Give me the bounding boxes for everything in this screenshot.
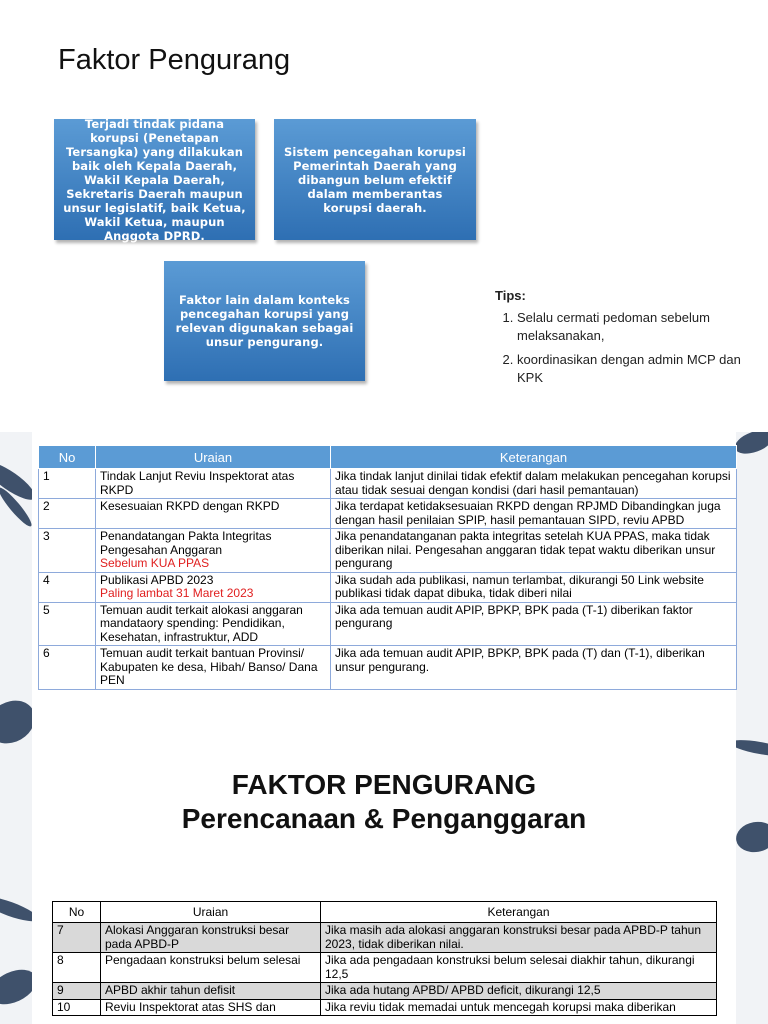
cell-keterangan: Jika ada temuan audit APIP, BPKP, BPK pada (T) dan (T-1), diberikan unsur pengurang. xyxy=(331,646,737,690)
cell-keterangan: Jika ada pengadaan konstruksi belum selesai diakhir tahun, dikurangi 12,5 xyxy=(321,953,717,983)
table-row xyxy=(39,646,737,690)
faktor-table-2 xyxy=(52,901,717,1016)
cell-no: 5 xyxy=(39,602,96,646)
uraian-text: Publikasi APBD 2023 xyxy=(100,572,214,587)
cell-keterangan: Jika masih ada alokasi anggaran konstruksi besar pada APBD-P tahun 2023, tidak diberikan nilai. xyxy=(321,923,717,953)
cell-uraian: Temuan audit terkait bantuan Provinsi/ Kabupaten ke desa, Hibah/ Banso/ Dana PEN xyxy=(96,646,331,690)
table-row xyxy=(39,499,737,529)
uraian-deadline: Sebelum KUA PPAS xyxy=(100,556,210,570)
tips-section xyxy=(495,288,750,393)
cell-uraian xyxy=(96,572,331,602)
cell-uraian: Reviu Inspektorat atas SHS dan xyxy=(101,999,321,1016)
cell-no: 2 xyxy=(39,499,96,529)
table-row xyxy=(53,953,717,983)
info-box-sistem: Sistem pencegahan korupsi Pemerintah Daerah yang dibangun belum efektif dalam memberantas korupsi daerah. xyxy=(274,119,476,240)
cell-uraian: Alokasi Anggaran konstruksi besar pada APBD-P xyxy=(101,923,321,953)
info-box-tersangka: Terjadi tindak pidana korupsi (Penetapan Tersangka) yang dilakukan baik oleh Kepala Daerah, Wakil Kepala Daerah, Sekretaris Daerah maupun unsur legislatif, baik Ketua, Wakil Ketua, maupun Anggota DPRD. xyxy=(54,119,255,240)
cell-no: 9 xyxy=(53,983,101,1000)
uraian-text: Penandatangan Pakta Integritas Pengesahan Anggaran xyxy=(100,529,272,557)
table-row xyxy=(39,529,737,573)
uraian-deadline: Paling lambat 31 Maret 2023 xyxy=(100,586,254,600)
table-row xyxy=(53,983,717,1000)
cell-no: 7 xyxy=(53,923,101,953)
cell-no: 6 xyxy=(39,646,96,690)
cell-keterangan: Jika ada temuan audit APIP, BPKP, BPK pada (T-1) diberikan faktor pengurang xyxy=(331,602,737,646)
cell-no: 3 xyxy=(39,529,96,573)
tips-list xyxy=(495,309,750,387)
cell-keterangan: Jika terdapat ketidaksesuaian RKPD dengan RPJMD Dibandingkan juga dengan hasil penilaian SPIP, hasil pemantauan SIPD, reviu APBD xyxy=(331,499,737,529)
tip-item: 2. koordinasikan dengan admin MCP dan KPK xyxy=(517,351,750,387)
cell-uraian: Kesesuaian RKPD dengan RKPD xyxy=(96,499,331,529)
cell-keterangan: Jika sudah ada publikasi, namun terlambat, dikurangi 50 Link website publikasi tidak dapat dibuka, tidak diberi nilai xyxy=(331,572,737,602)
table-row xyxy=(39,469,737,499)
info-box-faktor-lain: Faktor lain dalam konteks pencegahan korupsi yang relevan digunakan sebagai unsur pengurang. xyxy=(164,261,365,381)
section-title xyxy=(0,768,768,836)
cell-no: 1 xyxy=(39,469,96,499)
section-title-line1: FAKTOR PENGURANG xyxy=(231,769,537,800)
header-uraian: Uraian xyxy=(96,446,331,469)
header-uraian: Uraian xyxy=(101,902,321,923)
table-row xyxy=(53,923,717,953)
faktor-table-1 xyxy=(38,445,737,690)
header-no: No xyxy=(53,902,101,923)
cell-uraian xyxy=(96,529,331,573)
table-row xyxy=(39,602,737,646)
cell-uraian: Temuan audit terkait alokasi anggaran mandataory spending: Pendidikan, Kesehatan, infrastruktur, ADD xyxy=(96,602,331,646)
header-no: No xyxy=(39,446,96,469)
cell-keterangan: Jika ada hutang APBD/ APBD deficit, dikurangi 12,5 xyxy=(321,983,717,1000)
cell-uraian: Pengadaan konstruksi belum selesai xyxy=(101,953,321,983)
cell-keterangan: Jika tindak lanjut dinilai tidak efektif dalam melakukan pencegahan korupsi atau tidak sesuai dengan kondisi (dari hasil pemantauan) xyxy=(331,469,737,499)
cell-keterangan: Jika penandatanganan pakta integritas setelah KUA PPAS, maka tidak diberikan nilai. Pengesahan anggaran tidak tepat waktu diberikan unsur pengurang xyxy=(331,529,737,573)
tip-item: 1. Selalu cermati pedoman sebelum melaksanakan, xyxy=(517,309,750,345)
section-title-line2: Perencanaan & Penganggaran xyxy=(181,803,587,834)
header-keterangan: Keterangan xyxy=(321,902,717,923)
header-keterangan: Keterangan xyxy=(331,446,737,469)
cell-keterangan: Jika reviu tidak memadai untuk mencegah korupsi maka diberikan xyxy=(321,999,717,1016)
cell-uraian: APBD akhir tahun defisit xyxy=(101,983,321,1000)
table-row xyxy=(53,999,717,1016)
table-row xyxy=(39,572,737,602)
top-slide xyxy=(0,0,768,432)
slide-title: Faktor Pengurang xyxy=(58,44,291,76)
cell-no: 8 xyxy=(53,953,101,983)
tips-title: Tips: xyxy=(495,288,526,303)
cell-no: 10 xyxy=(53,999,101,1016)
cell-uraian: Tindak Lanjut Reviu Inspektorat atas RKPD xyxy=(96,469,331,499)
cell-no: 4 xyxy=(39,572,96,602)
